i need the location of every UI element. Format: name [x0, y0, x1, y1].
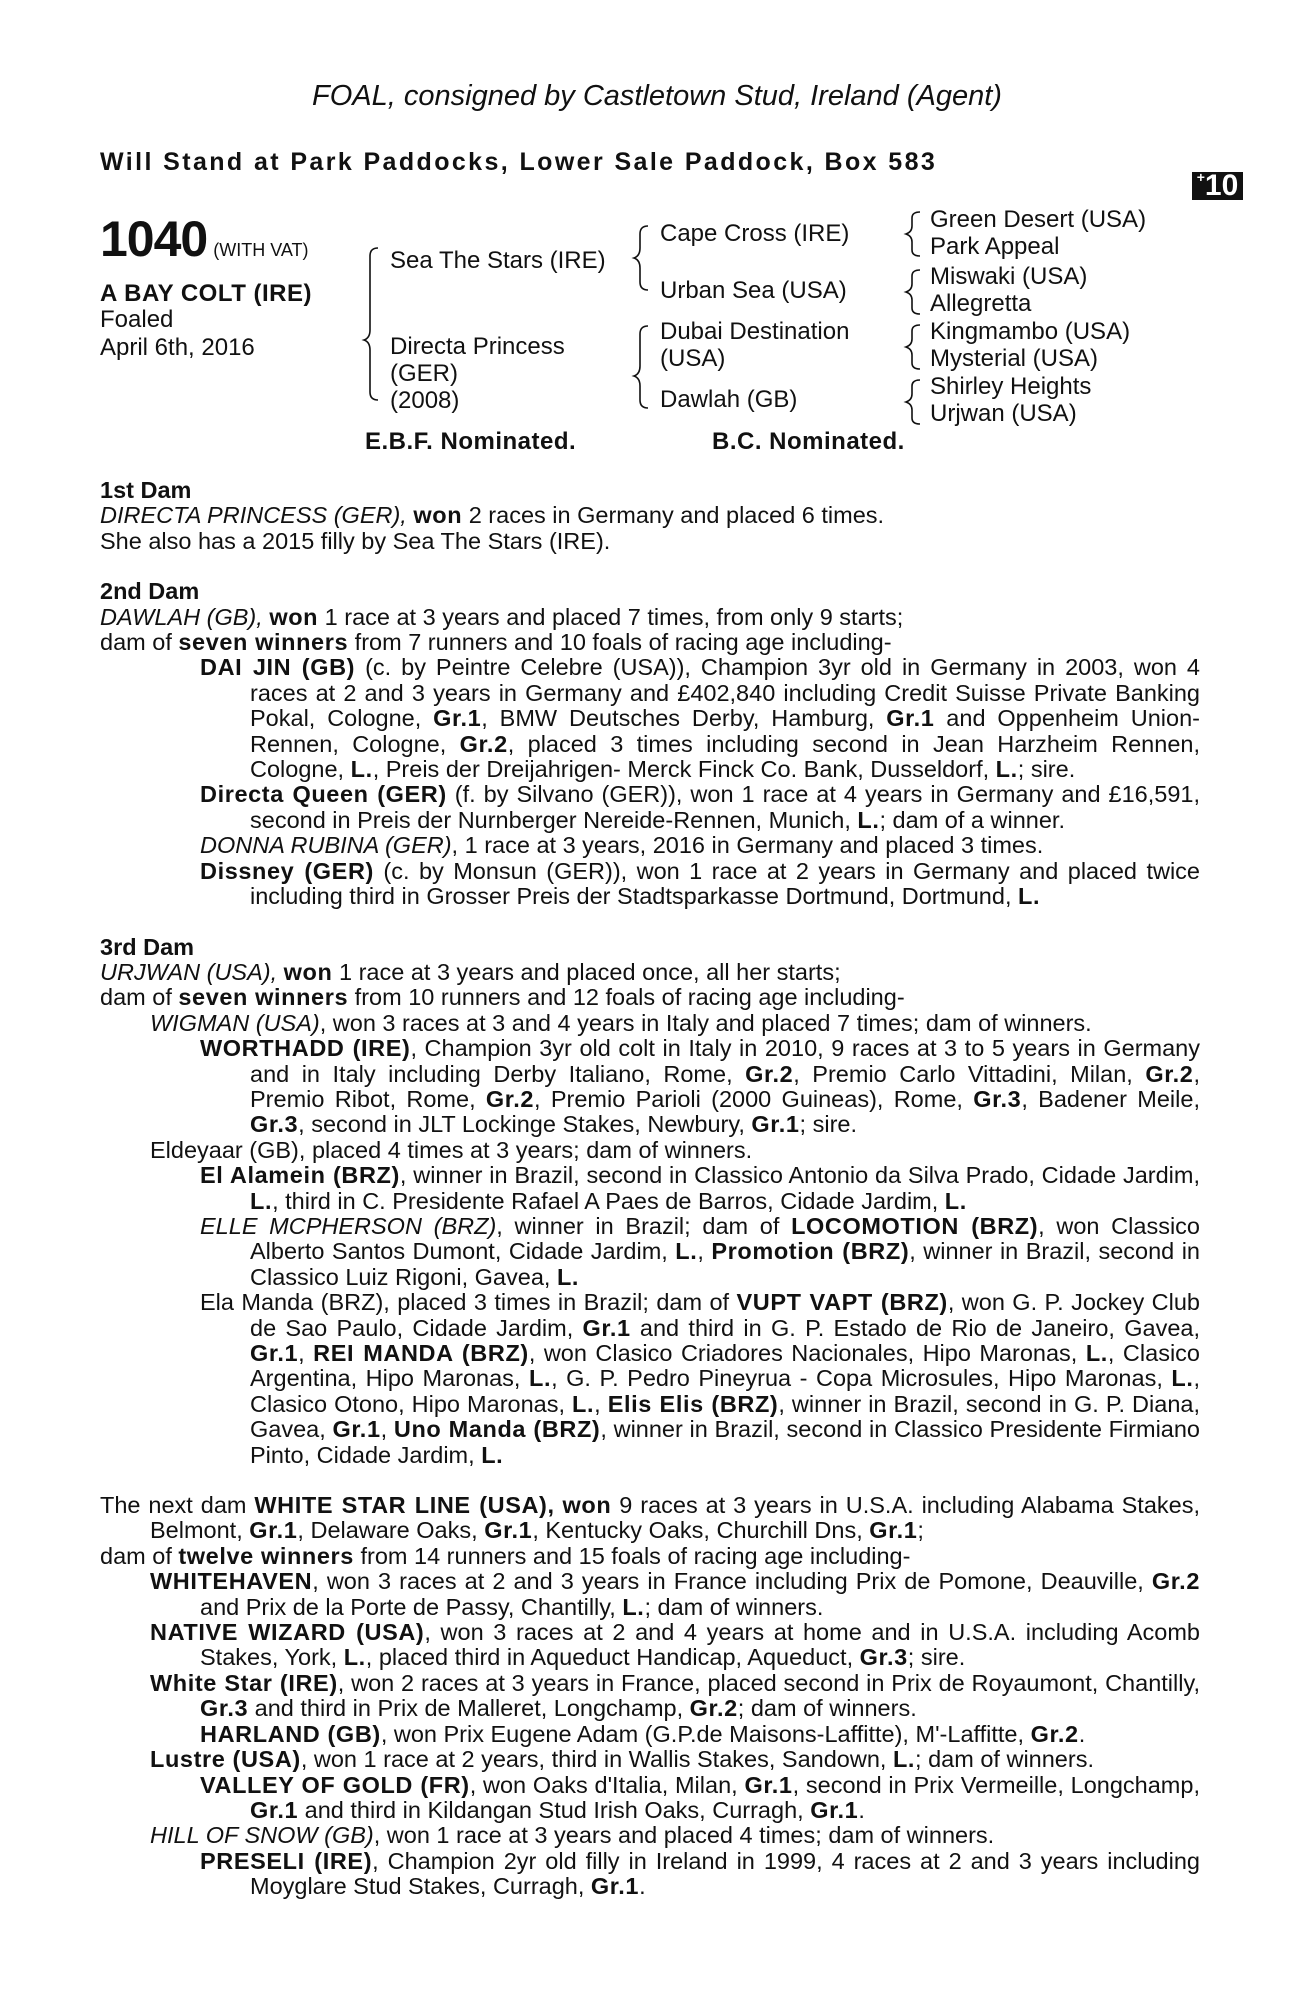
second-dam-damof: dam of [100, 629, 172, 656]
pedigree-dds: Shirley Heights [930, 373, 1092, 400]
foaled-date: April 6th, 2016 [100, 334, 255, 361]
first-dam-extra: She also has a 2015 filly by Sea The Stars (IRE). [100, 527, 611, 554]
first-dam-section [100, 478, 1200, 554]
produce-native-wizard: NATIVE WIZARD (USA), won 3 races at 2 and 4 years at home and in U.S.A. including Acomb Stakes, York, L., placed third in Aqueduct Handicap, Aqueduct, Gr.3; sire. [150, 1619, 1200, 1671]
horse-title: A BAY COLT (IRE) [100, 280, 313, 307]
third-dam-heading: 3rd Dam [100, 933, 195, 960]
produce-worthadd: WORTHADD (IRE), Champion 3yr old colt in Italy in 2010, 9 races at 3 to 5 years in Germany and in Italy including Derby Italiano, Rome, Gr.2, Premio Carlo Vittadini, Milan, Gr.2, Premio Ribot, Rome, Gr.2, Premio Parioli (2000 Guineas), Rome, Gr.3, Badener Meile, Gr.3, second in JLT Lockinge Stakes, Newbury, Gr.1; sire. [200, 1035, 1200, 1138]
third-dam-section [100, 935, 1200, 1469]
pedigree-sire: Sea The Stars (IRE) [390, 247, 606, 274]
pedigree-dam-dam: Dawlah (GB) [660, 386, 798, 413]
next-dam-intro: The next dam WHITE STAR LINE (USA), won 9 races at 3 years in U.S.A. including Alabama Stakes, Belmont, Gr.1, Delaware Oaks, Gr.1, Kentucky Oaks, Churchill Dns, Gr.1; [100, 1492, 1200, 1544]
produce-hill-of-snow: HILL OF SNOW (GB), won 1 race at 3 years and placed 4 times; dam of winners. [150, 1822, 995, 1849]
first-dam-won: won [413, 502, 463, 529]
produce-preseli: PRESELI (IRE), Champion 2yr old filly in Ireland in 1999, 4 races at 2 and 3 years including Moyglare Stud Stakes, Curragh, Gr.1. [200, 1847, 1200, 1900]
produce-dissney: Dissney (GER) (c. by Monsun (GER)), won 1 race at 2 years in Germany and placed twice including third in Grosser Preis der Stadtsparkasse Dortmund, Dortmund, L. [200, 857, 1200, 910]
pedigree-sire-dam: Urban Sea (USA) [660, 277, 847, 304]
next-dam-runners: from 14 runners and 15 foals of racing age including- [360, 1542, 911, 1569]
lot-vat: (WITH VAT) [213, 240, 309, 260]
produce-ela-manda: Ela Manda (BRZ), placed 3 times in Brazil; dam of VUPT VAPT (BRZ), won G. P. Jockey Club de Sao Paulo, Cidade Jardim, Gr.1 and third in G. P. Estado de Rio de Janeiro, Gavea, Gr.1, REI MANDA (BRZ), won Clasico Criadores Nacionales, Hipo Maronas, L., Clasico Argentina, Hipo Maronas, L., G. P. Pedro Pineyrua - Copa Microsules, Hipo Maronas, L., Clasico Otono, Hipo Maronas, L., Elis Elis (BRZ), winner in Brazil, second in G. P. Diana, Gavea, Gr.1, Uno Manda (BRZ), winner in Brazil, second in Classico Presidente Firmiano Pinto, Cidade Jardim, L. [200, 1289, 1201, 1468]
ebf-nominated: E.B.F. Nominated. [365, 428, 577, 455]
pedigree-dam-line1: Directa Princess [390, 333, 565, 360]
brace-gen3-3 [906, 325, 920, 369]
second-dam-section [100, 579, 1200, 909]
pedigree-sss: Green Desert (USA) [930, 206, 1147, 233]
pedigree-dsd: Mysterial (USA) [930, 345, 1099, 372]
produce-whitehaven: WHITEHAVEN, won 3 races at 2 and 3 years in France including Prix de Pomone, Deauville, Gr.2 and Prix de la Porte de Passy, Chantilly, L.; dam of winners. [150, 1568, 1200, 1620]
pedigree-dam-line3: (2008) [390, 387, 460, 414]
brace-gen2-sire [634, 226, 648, 290]
badge-plus: + [1196, 169, 1205, 185]
foaled-label: Foaled [100, 306, 174, 333]
pedigree-ssd: Park Appeal [930, 233, 1060, 260]
produce-dai-jin: DAI JIN (GB) (c. by Peintre Celebre (USA)), Champion 3yr old in Germany in 2003, won 4 races at 2 and 3 years in Germany and £402,840 including Credit Suisse Private Banking Pokal, Cologne, Gr.1, BMW Deutsches Derby, Hamburg, Gr.1 and Oppenheim Union-Rennen, Cologne, Gr.2, placed 3 times including second in Jean Harzheim Rennen, Cologne, L., Preis der Dreijahrigen- Merck Finck Co. Bank, Dusseldorf, L.; sire. [200, 654, 1200, 783]
produce-donna-rubina: DONNA RUBINA (GER), 1 race at 3 years, 2016 in Germany and placed 3 times. [200, 832, 1044, 859]
pedigree-dam-sire-line1: Dubai Destination [660, 318, 850, 345]
produce-el-alamein: El Alamein (BRZ), winner in Brazil, second in Classico Antonio da Silva Prado, Cidade Jardim, L., third in C. Presidente Rafael A Paes de Barros, Cidade Jardim, L. [200, 1162, 1200, 1214]
pedigree-sds: Miswaki (USA) [930, 263, 1088, 290]
produce-valley-of-gold: VALLEY OF GOLD (FR), won Oaks d'Italia, Milan, Gr.1, second in Prix Vermeille, Longchamp, Gr.1 and third in Kildangan Stud Irish Oaks, Curragh, Gr.1. [200, 1771, 1200, 1823]
first-dam-record: 2 races in Germany and placed 6 times. [468, 502, 885, 529]
pedigree-ddd: Urjwan (USA) [930, 400, 1077, 427]
stand-location: Will Stand at Park Paddocks, Lower Sale Paddock, Box 583 [100, 148, 938, 176]
next-dam-winners: twelve winners [178, 1542, 354, 1569]
bc-nominated: B.C. Nominated. [712, 428, 905, 455]
next-dam-damof: dam of [100, 1542, 172, 1569]
pedigree-sire-sire: Cape Cross (IRE) [660, 220, 850, 247]
second-dam-won: won [269, 603, 319, 630]
produce-lustre: Lustre (USA), won 1 race at 2 years, third in Wallis Stakes, Sandown, L.; dam of winners. [150, 1746, 1094, 1773]
next-dam-won: won [562, 1492, 612, 1519]
next-dam-label: The next dam [100, 1492, 247, 1519]
dam-record [100, 478, 1200, 1900]
pedigree-dam-sire-line2: (USA) [660, 345, 726, 372]
second-dam-winners: seven winners [178, 629, 349, 656]
pedigree-dam-line2: (GER) [390, 360, 458, 387]
brace-gen3-1 [906, 212, 920, 256]
produce-harland: HARLAND (GB), won Prix Eugene Adam (G.P.de Maisons-Laffitte), M'-Laffitte, Gr.2. [200, 1720, 1086, 1747]
produce-elle-mcpherson: ELLE MCPHERSON (BRZ), winner in Brazil; dam of LOCOMOTION (BRZ), won Classico Alberto Santos Dumont, Cidade Jardim, L., Promotion (BRZ), winner in Brazil, second in Classico Luiz Rigoni, Gavea, L. [200, 1212, 1200, 1290]
second-dam-runners: from 7 runners and 10 foals of racing age including- [354, 629, 892, 656]
produce-eldeyaar: Eldeyaar (GB), placed 4 times at 3 years; dam of winners. [150, 1136, 753, 1163]
produce-white-star: White Star (IRE), won 2 races at 3 years in France, placed second in Prix de Royaumont, Chantilly, Gr.3 and third in Prix de Malleret, Longchamp, Gr.2; dam of winners. [150, 1669, 1200, 1722]
second-dam-heading: 2nd Dam [100, 578, 200, 605]
brace-gen3-2 [906, 270, 920, 314]
badge-number: 10 [1204, 169, 1239, 202]
first-dam-heading: 1st Dam [100, 477, 192, 503]
next-dam-section [100, 1493, 1200, 1900]
third-dam-won: won [283, 958, 333, 985]
produce-wigman: WIGMAN (USA), won 3 races at 3 and 4 years in Italy and placed 7 times; dam of winners. [150, 1009, 1092, 1036]
brace-gen1 [364, 248, 378, 400]
third-dam-name: URJWAN (USA), [100, 958, 278, 985]
produce-directa-queen: Directa Queen (GER) (f. by Silvano (GER)), won 1 race at 4 years in Germany and £16,591, second in Preis der Nurnberger Nereide-Rennen, Munich, L.; dam of a winner. [200, 781, 1200, 833]
second-dam-name: DAWLAH (GB), [100, 603, 263, 630]
next-dam-name: WHITE STAR LINE (USA), [254, 1492, 555, 1519]
third-dam-runners: from 10 runners and 12 foals of racing age including- [354, 984, 905, 1011]
lot-number: 1040 [100, 211, 208, 267]
first-dam-name: DIRECTA PRINCESS (GER), [100, 502, 407, 529]
pedigree-sdd: Allegretta [930, 290, 1032, 317]
page-title: FOAL, consigned by Castletown Stud, Ireland (Agent) [312, 80, 1002, 112]
second-dam-record: 1 race at 3 years and placed 7 times, from only 9 starts; [324, 603, 904, 630]
brace-gen2-dam [634, 326, 648, 408]
third-dam-record: 1 race at 3 years and placed once, all her starts; [338, 958, 841, 985]
third-dam-damof: dam of [100, 984, 172, 1011]
brace-gen3-4 [906, 380, 920, 424]
pedigree-dss: Kingmambo (USA) [930, 318, 1131, 345]
third-dam-winners: seven winners [178, 984, 349, 1011]
